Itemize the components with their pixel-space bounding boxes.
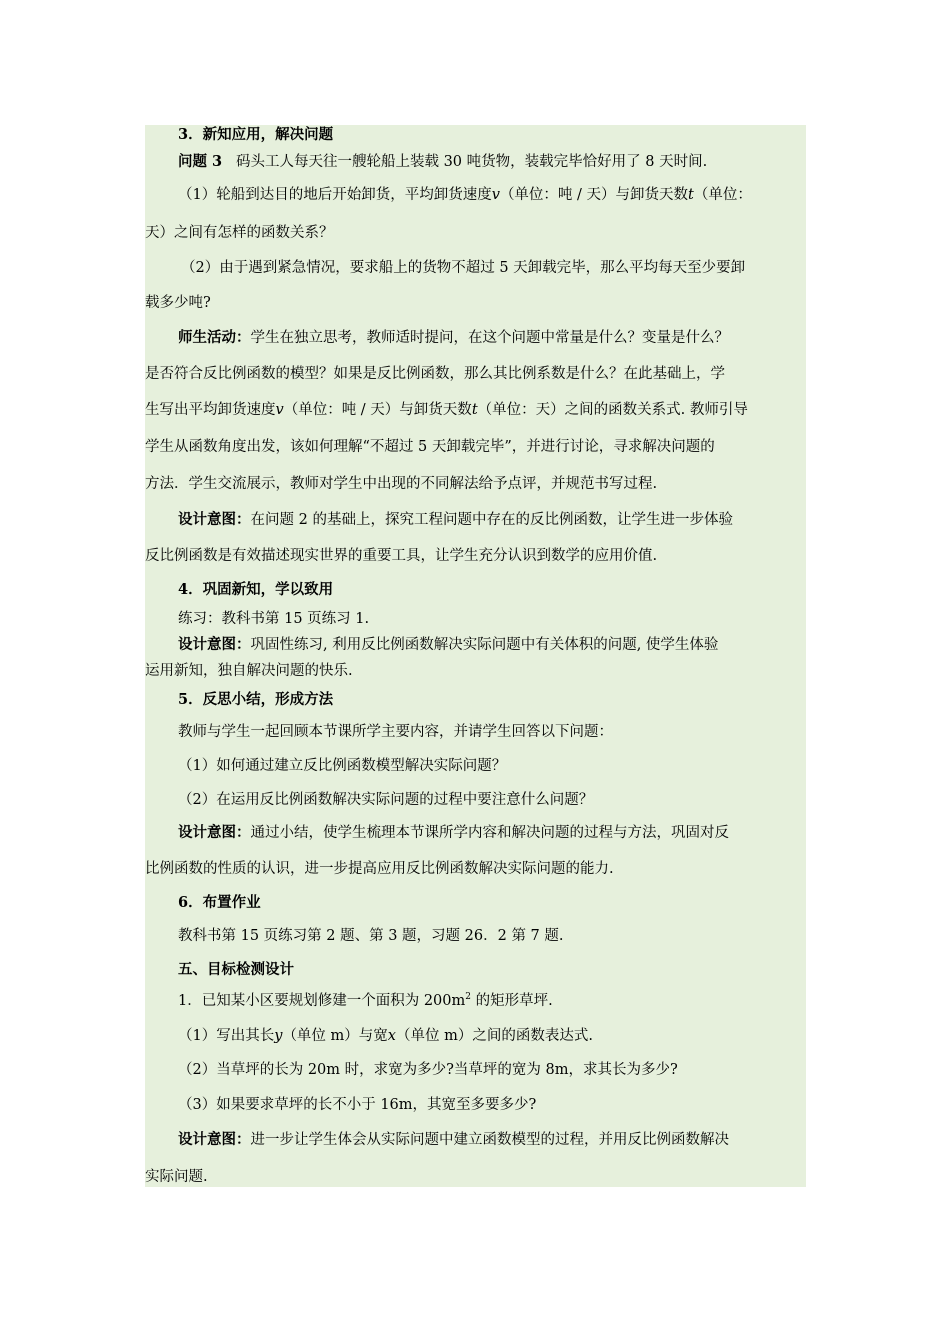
activity-line-2: 是否符合反比例函数的模型？如果是反比例函数，那么其比例系数是什么？在此基础上，学 [145, 366, 725, 382]
question-3-part-2-line-2: 载多少吨? [145, 295, 211, 311]
section-7-heading: 五、目标检测设计 [178, 961, 294, 978]
design-intent-3-line-1: 设计意图：通过小结，使学生梳理本节课所学内容和解决问题的过程与方法，巩固对反 [178, 824, 729, 841]
question-3-label: 问题 3 [178, 153, 223, 170]
lesson-content-panel [145, 125, 806, 1187]
section-4-practice: 练习：教科书第 15 页练习 1. [178, 611, 370, 627]
section-5-question-2: （2）在运用反比例函数解决实际问题的过程中要注意什么问题？ [178, 792, 594, 808]
design-intent-1-line-2: 反比例函数是有效描述现实世界的重要工具，让学生充分认识到数学的应用价值. [145, 548, 658, 564]
activity-label: 师生活动： [178, 329, 251, 346]
section-5-intro: 教师与学生一起回顾本节课所学主要内容，并请学生回答以下问题： [178, 724, 613, 740]
question-3-line [178, 152, 707, 172]
design-intent-3-line-2: 比例函数的性质的认识，进一步提高应用反比例函数解决实际问题的能力. [145, 861, 614, 877]
target-question-1-part-3: （3）如果要求草坪的长不小于 16m，其宽至多要多少? [178, 1097, 537, 1113]
design-intent-1-line-1: 设计意图：在问题 2 的基础上，探究工程问题中存在的反比例函数，让学生进一步体验 [178, 511, 733, 528]
activity-line-5: 方法．学生交流展示，教师对学生中出现的不同解法给予点评，并规范书写过程. [145, 476, 658, 492]
activity-line-4: 学生从函数角度出发，该如何理解“不超过 5 天卸载完毕”，并进行讨论，寻求解决问题的 [145, 439, 715, 455]
section-6-heading: 6．布置作业 [178, 894, 261, 911]
target-question-1-part-2: （2）当草坪的长为 20m 时，求宽为多少?当草坪的宽为 8m，求其长为多少? [178, 1062, 678, 1078]
target-question-1: 1．已知某小区要规划修建一个面积为 $200m^2$ 的矩形草坪. [178, 992, 553, 1009]
section-5-heading: 5．反思小结，形成方法 [178, 691, 334, 708]
question-3-text: 码头工人每天往一艘轮船上装载 30 吨货物，装载完毕恰好用了 8 天时间. [235, 154, 708, 170]
question-3-part-1-line-1: （1）轮船到达目的地后开始卸货，平均卸货速度v（单位：吨 / 天）与卸货天数t（单位： [178, 187, 752, 203]
section-5-question-1: （1）如何通过建立反比例函数模型解决实际问题？ [178, 758, 507, 774]
section-6-text: 教科书第 15 页练习第 2 题、第 3 题，习题 26．2 第 7 题. [178, 928, 564, 944]
activity-line-3: 生写出平均卸货速度v（单位：吨 / 天）与卸货天数t（单位：天）之间的函数关系式. 教师引导 [145, 402, 748, 418]
target-question-1-part-1: （1）写出其长y（单位 m）与宽x（单位 m）之间的函数表达式. [178, 1028, 593, 1044]
question-3-part-2-line-1: （2）由于遇到紧急情况，要求船上的货物不超过 5 天卸载完毕，那么平均每天至少要卸 [181, 260, 746, 276]
design-intent-label: 设计意图： [178, 511, 251, 528]
activity-line-1: 师生活动：学生在独立思考，教师适时提问，在这个问题中常量是什么？变量是什么？ [178, 329, 729, 346]
section-4-heading: 4．巩固新知，学以致用 [178, 581, 334, 598]
design-intent-2-line-2: 运用新知，独自解决问题的快乐. [145, 663, 353, 679]
design-intent-4-line-2: 实际问题. [145, 1169, 208, 1185]
section-3-heading: 3．新知应用，解决问题 [178, 126, 334, 143]
question-3-part-1-line-2: 天）之间有怎样的函数关系？ [145, 225, 334, 241]
design-intent-2-line-1: 设计意图：巩固性练习, 利用反比例函数解决实际问题中有关体积的问题, 使学生体验 [178, 636, 719, 653]
design-intent-4-line-1: 设计意图：进一步让学生体会从实际问题中建立函数模型的过程，并用反比例函数解决 [178, 1131, 729, 1148]
